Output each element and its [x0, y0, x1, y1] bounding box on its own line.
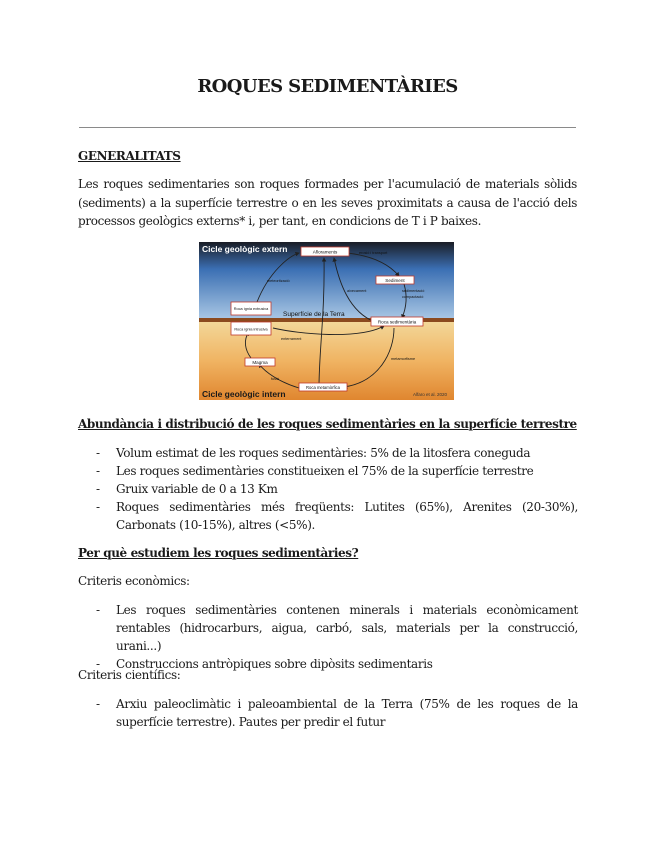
box-sediment-label: Sediment	[385, 278, 405, 283]
surface-label: Superfície de la Terra	[283, 311, 345, 318]
list-item: - Volum estimat de les roques sedimentàries: 5% de la litosfera coneguda	[96, 444, 578, 462]
list-item: - Les roques sedimentàries contenen minerals i materials econòmicament rentables (hidrocarburs, aigua, carbó, sals, materials per la construcció, urani...)	[96, 601, 578, 655]
box-roca-metamorfica-label: Roca metamòrfica	[306, 385, 340, 390]
box-afloraments-label: Afloraments	[312, 249, 338, 255]
criteris-economics-label: Criteris econòmics:	[78, 574, 190, 588]
geological-cycle-figure	[199, 242, 454, 400]
list-item: - Arxiu paleoclimàtic i paleoambiental de la Terra (75% de les roques de la superfície terrestre). Pautes per predir el futur	[96, 695, 578, 731]
criteris-cientifics-list	[96, 695, 578, 731]
box-roca-sedimentaria-label: Roca sedimentària	[377, 319, 417, 325]
label-sedimentacio: sedimentació	[402, 289, 425, 293]
figure-credit: Alfaro et al. 2020	[413, 392, 448, 397]
label-meteoritzacio: meteorització	[267, 279, 290, 283]
perque-heading: Per què estudiem les roques sedimentàries?	[78, 546, 359, 560]
list-item: - Gruix variable de 0 a 13 Km	[96, 480, 578, 498]
generalitats-heading: GENERALITATS	[78, 149, 181, 163]
label-fusio: fusió	[271, 377, 280, 381]
generalitats-paragraph: Les roques sedimentaries son roques formades per l'acumulació de materials sòlids (sediments) a la superfície terrestre o en les seves proximitats a causa de l'acció dels processos geològics externs* i, per tant, en condicions de T i P baixes.	[78, 177, 577, 228]
label-erosio: erosió i transport	[359, 251, 388, 255]
criteris-economics-list	[96, 601, 578, 673]
list-item: - Roques sedimentàries més freqüents: Lutites (65%), Arenites (20-30%), Carbonats (10-15%), altres (<5%).	[96, 498, 578, 534]
list-item: - Les roques sedimentàries constitueixen el 75% de la superfície terrestre	[96, 462, 578, 480]
box-magma-label: Magma	[252, 360, 268, 365]
abundancia-heading: Abundància i distribució de les roques sedimentàries en la superfície terrestre	[78, 417, 577, 431]
external-cycle-label: Cicle geològic extern	[202, 244, 288, 254]
abundancia-list	[96, 444, 578, 534]
criteris-cientifics-label: Criteris científics:	[78, 668, 181, 682]
list-item: - Construccions antròpiques sobre dipòsits sedimentaris	[96, 655, 578, 673]
geological-cycle-diagram	[199, 242, 454, 400]
title-divider	[79, 127, 576, 128]
box-roca-ignia-extrusiva-label: Roca ígnia extrusiva	[233, 307, 269, 311]
label-compactacio: compactació	[402, 295, 424, 299]
page-title: ROQUES SEDIMENTÀRIES	[197, 76, 458, 97]
internal-cycle-label: Cicle geològic intern	[202, 389, 286, 399]
box-roca-ignia-intrusiva-label: Roca ígnia intrusiva	[234, 327, 268, 332]
label-aixecament: aixecament	[347, 289, 367, 293]
label-metamorfisme: metamorfisme	[391, 357, 416, 361]
label-enterrament: enterrament	[281, 337, 302, 341]
